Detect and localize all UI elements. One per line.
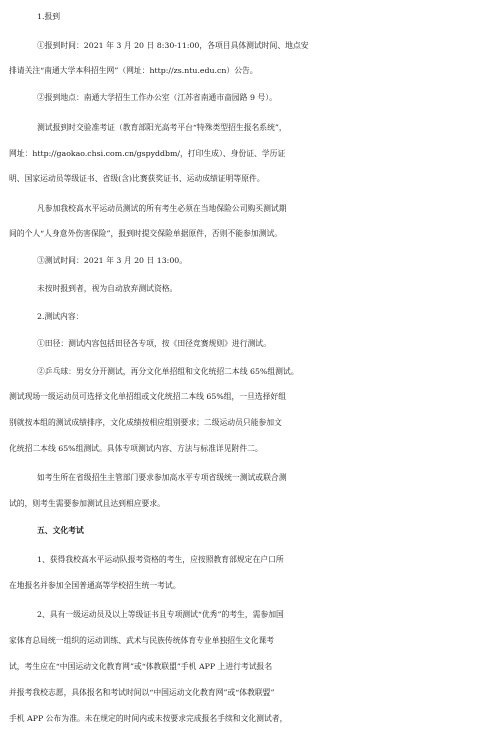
paragraph-line: 未按时报到者，视为自动放弃测试资格。	[37, 284, 178, 293]
paragraph-line: 在地报名并参加全国普通高等学校招生统一考试。	[9, 581, 181, 590]
paragraph-line: 测试现场一级运动员可选择文化单招组或文化统招二本线 65%组，一旦选择好组	[9, 392, 287, 401]
paragraph-line: ②报到地点：南通大学招生工作办公室（江苏省南通市啬园路 9 号）。	[37, 93, 277, 102]
paragraph-line: ②乒乓球：男女分开测试，再分文化单招组和文化统招二本线 65%组测试。	[37, 367, 299, 376]
paragraph-line: ①田径：测试内容包括田径各专项，按《田径竞赛规则》进行测试。	[37, 339, 271, 348]
paragraph-line: 试的，则考生需要参加测试且达到相应要求。	[9, 499, 165, 508]
paragraph-line: 间的个人“人身意外伤害保险”，报到时提交保险单据原件，否则不能参加测试。	[9, 229, 283, 238]
paragraph-line: 明、国家运动员等级证书、省级(含)比赛获奖证书、运动成绩证明等原件。	[9, 174, 265, 183]
paragraph-line: 试，考生应在“中国运动文化教育网”或“体教联盟”手机 APP 上进行考试报名	[9, 662, 273, 671]
paragraph-line: 测试报到时交验准考证（教育部阳光高考平台“特殊类型招生报名系统”，	[37, 123, 287, 132]
paragraph-line: 手机 APP 公布为准。未在规定的时间内或未按要求完成报名手续和文化测试者，	[9, 714, 288, 723]
paragraph-line: 网址：http://gaokao.chsi.com.cn/gspyddbm/，打印生成）、身份证、学历证	[9, 149, 286, 158]
paragraph-line: 化统招二本线 65%组测试。具体专项测试内容、方法与标准详见附件二。	[9, 444, 263, 453]
paragraph-line: 1、获得我校高水平运动队报考资格的考生，应按照教育部规定在户口所	[37, 555, 284, 564]
paragraph-line: 如考生所在省级招生主管部门要求参加高水平专项省级统一测试或联合测	[37, 473, 287, 482]
paragraph-line: ①报到时间：2021 年 3 月 20 日 8:30-11:00，各项目具体测试时间、地点安	[37, 41, 309, 50]
paragraph-line: 别就按本组的测试成绩排序，文化成绩按相应组别要求；二级运动员只能参加文	[9, 418, 282, 427]
paragraph-line: 凡参加我校高水平运动员测试的所有考生必须在当地保险公司购买测试期	[37, 204, 287, 213]
heading-test-content: 2.测试内容：	[37, 312, 84, 321]
paragraph-line: 家体育总局统一组织的运动训练、武术与民族传统体育专业单独招生文化课考	[9, 636, 275, 645]
paragraph-line: 2、具有一级运动员及以上等级证书且专项测试“优秀”的考生，需参加国	[37, 610, 284, 619]
paragraph-line: 排请关注“南通大学本科招生网”（网址：http://zs.ntu.edu.cn）公告。	[9, 66, 258, 75]
section-heading-cultural-exam: 五、文化考试	[37, 526, 84, 535]
heading-registration: 1.报到	[37, 12, 61, 21]
paragraph-line: ③测试时间：2021 年 3 月 20 日 13:00。	[37, 256, 188, 265]
paragraph-line: 并报考我校志愿，具体报名和考试时间以“中国运动文化教育网”或“体教联盟”	[9, 688, 275, 697]
